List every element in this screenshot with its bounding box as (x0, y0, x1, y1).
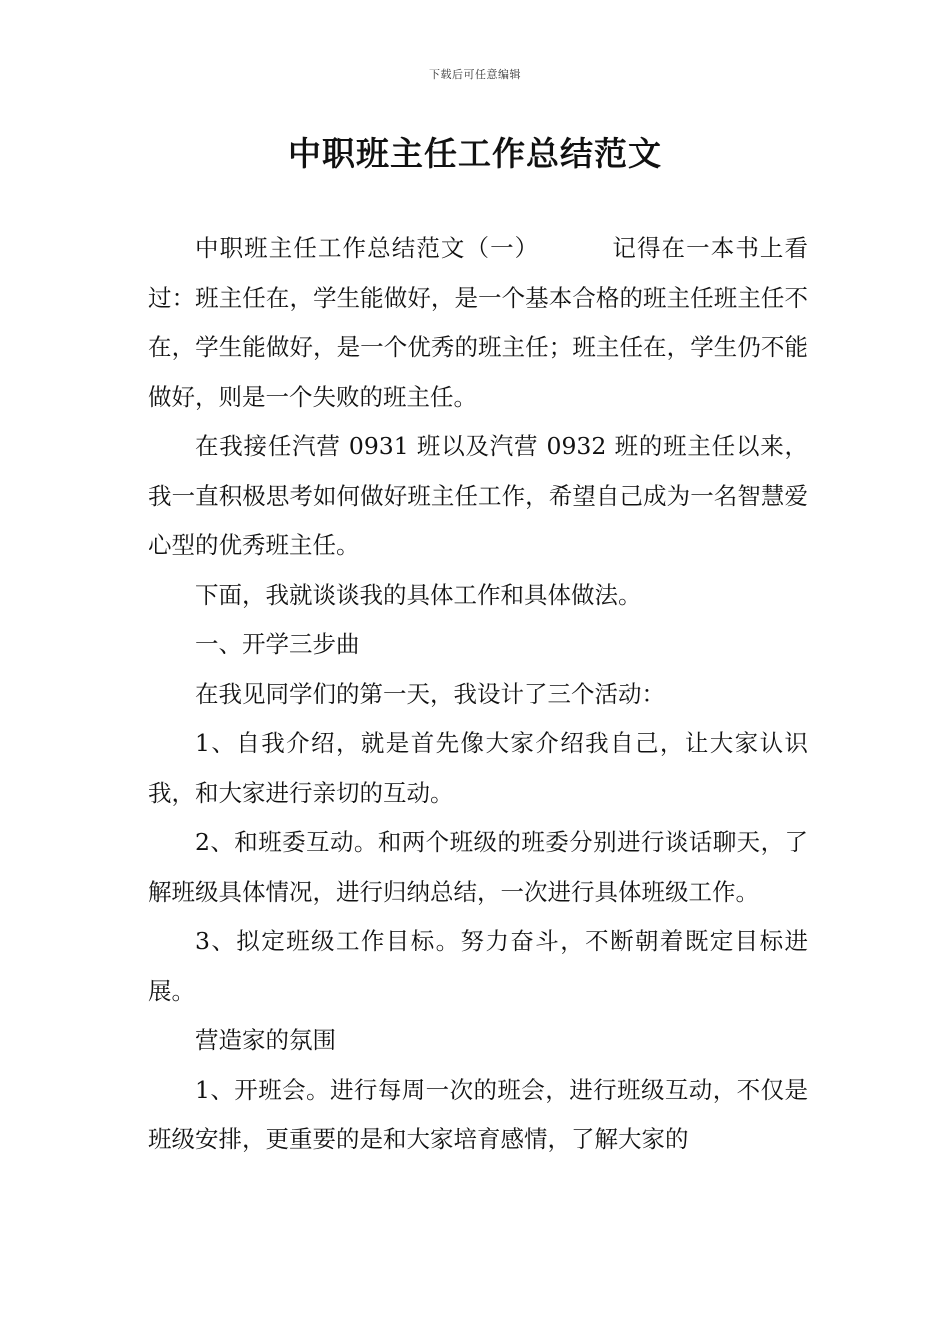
section-heading: 一、开学三步曲 (195, 630, 360, 658)
section-subtitle: 中职班主任工作总结范文（一） (195, 234, 540, 262)
paragraph: 在我接任汽营 0931 班以及汽营 0932 班的班主任以来，我一直积极思考如何做好班主任工作，希望自己成为一名智慧爱心型的优秀班主任。 (148, 432, 808, 559)
document-title: 中职班主任工作总结范文 (288, 134, 662, 173)
list-item: 1、开班会。进行每周一次的班会，进行班级互动，不仅是班级安排，更重要的是和大家培育感情，了解大家的 (148, 1075, 808, 1153)
header-note: 下载后可任意编辑 (429, 68, 521, 81)
list-item: 2、和班委互动。和两个班级的班委分别进行谈话聊天，了解班级具体情况，进行归纳总结，一次进行具体班级工作。 (148, 828, 808, 906)
list-item: 1、自我介绍，就是首先像大家介绍我自己，让大家认识我，和大家进行亲切的互动。 (148, 729, 808, 807)
document-body (148, 224, 808, 1165)
intro-paragraph (148, 224, 808, 422)
intro-lead-text: 记得在一本书上看过：班主任在，学生能做好，是一个基本合格的班主任班主任不在，学生能做好，是一个优秀的班主任；班主任在，学生仍不能做好，则是一个失败的班主任。 (148, 234, 809, 411)
section-heading: 营造家的氛围 (195, 1026, 336, 1054)
paragraph: 在我见同学们的第一天，我设计了三个活动： (195, 679, 665, 708)
list-item: 3、拟定班级工作目标。努力奋斗，不断朝着既定目标进展。 (148, 927, 808, 1005)
paragraph: 下面，我就谈谈我的具体工作和具体做法。 (195, 580, 642, 609)
